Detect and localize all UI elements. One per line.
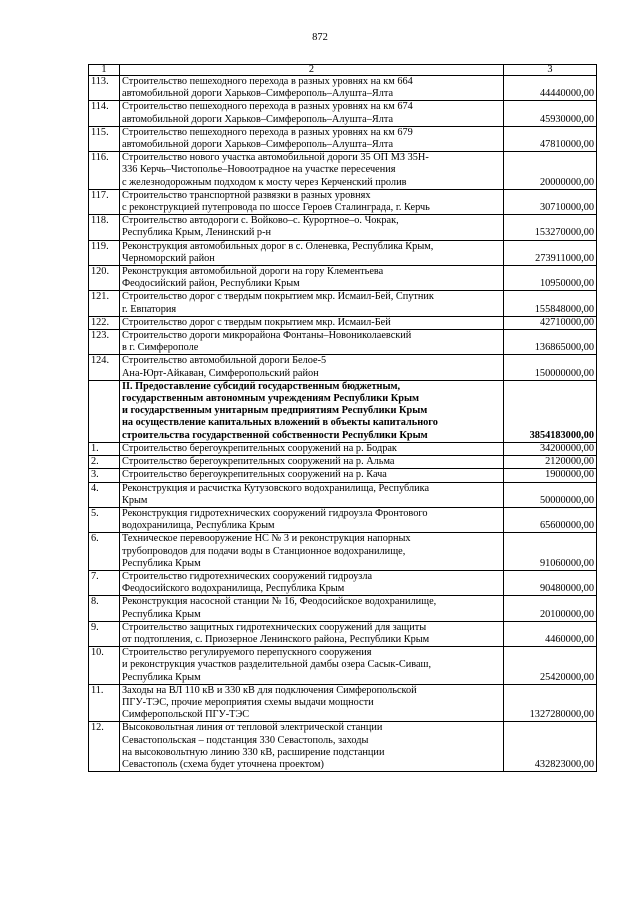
table-row <box>89 76 597 101</box>
section-row <box>89 380 597 442</box>
description-line: Республика Крым <box>122 671 201 683</box>
row-amount: 20000000,00 <box>504 152 597 190</box>
table-row <box>89 152 597 190</box>
row-number: 2. <box>89 456 120 469</box>
description-line: Крым <box>122 494 148 506</box>
table-row <box>89 621 597 646</box>
table-row <box>89 456 597 469</box>
row-description <box>120 76 504 101</box>
header-col-2: 2 <box>120 65 504 76</box>
row-amount: 10950000,00 <box>504 266 597 291</box>
table-row <box>89 507 597 532</box>
description-line: Строительство берегоукрепительных сооружений на р. Бодрак <box>122 442 397 454</box>
table-row <box>89 266 597 291</box>
row-number: 1. <box>89 442 120 455</box>
row-description <box>120 291 504 316</box>
description-line: водохранилища, Республика Крым <box>122 520 275 532</box>
description-line: Строительство регулируемого перепускного сооружения <box>122 647 372 659</box>
row-number: 121. <box>89 291 120 316</box>
row-number: 122. <box>89 316 120 329</box>
row-description <box>120 380 504 442</box>
row-amount: 1327280000,00 <box>504 684 597 722</box>
row-description <box>120 189 504 214</box>
row-amount: 65600000,00 <box>504 507 597 532</box>
row-description <box>120 101 504 126</box>
row-amount: 20100000,00 <box>504 596 597 621</box>
row-description <box>120 126 504 151</box>
row-amount: 44440000,00 <box>504 76 597 101</box>
table-row <box>89 482 597 507</box>
description-line: Реконструкция автомобильных дорог в с. Оленевка, Республика Крым, <box>122 240 434 252</box>
row-number: 124. <box>89 355 120 380</box>
row-amount: 153270000,00 <box>504 215 597 240</box>
description-line: Строительство дорог с твердым покрытием мкр. Исмаил-Бей <box>122 316 391 328</box>
row-amount: 273911000,00 <box>504 240 597 265</box>
description-line: в г. Симферополе <box>122 342 199 354</box>
row-amount: 25420000,00 <box>504 647 597 685</box>
row-number: 113. <box>89 76 120 101</box>
table-row <box>89 240 597 265</box>
row-number: 114. <box>89 101 120 126</box>
description-line: Строительство пешеходного перехода в разных уровнях на км 679 <box>122 126 413 138</box>
table-row <box>89 215 597 240</box>
row-description <box>120 469 504 482</box>
row-number: 117. <box>89 189 120 214</box>
row-amount: 34200000,00 <box>504 442 597 455</box>
row-number: 11. <box>89 684 120 722</box>
row-amount: 45930000,00 <box>504 101 597 126</box>
table-row <box>89 596 597 621</box>
table-row <box>89 647 597 685</box>
description-line: Феодосийского водохранилища, Республика Крым <box>122 583 345 595</box>
row-number: 12. <box>89 722 120 772</box>
row-amount: 432823000,00 <box>504 722 597 772</box>
row-number: 118. <box>89 215 120 240</box>
row-number: 5. <box>89 507 120 532</box>
row-description <box>120 647 504 685</box>
budget-table <box>88 64 597 772</box>
row-description <box>120 482 504 507</box>
table-row <box>89 126 597 151</box>
description-line: и реконструкция участков разделительной дамбы озера Сасык-Сиваш, <box>122 659 432 671</box>
header-col-1: 1 <box>89 65 120 76</box>
table-row <box>89 355 597 380</box>
header-col-3: 3 <box>504 65 597 76</box>
table-row <box>89 101 597 126</box>
row-amount: 136865000,00 <box>504 330 597 355</box>
description-line: Техническое перевооружение НС № 3 и реконструкция напорных <box>122 533 411 545</box>
description-line: 336 Керчь–Чистополье–Новоотрадное на участке пересечения <box>122 164 396 176</box>
table-row <box>89 330 597 355</box>
table-row <box>89 684 597 722</box>
description-line: строительства государственной собственности Республики Крым <box>122 429 428 441</box>
description-line: Заходы на ВЛ 110 кВ и 330 кВ для подключения Симферопольской <box>122 684 417 696</box>
description-line: Строительство дороги микрорайона Фонтаны–Новониколаевский <box>122 330 412 342</box>
row-amount: 150000000,00 <box>504 355 597 380</box>
row-description <box>120 507 504 532</box>
table-header-row <box>89 65 597 76</box>
row-description <box>120 215 504 240</box>
row-description <box>120 570 504 595</box>
row-description <box>120 330 504 355</box>
description-line: II. Предоставление субсидий государственным бюджетным, <box>122 380 401 392</box>
description-line: Строительство дорог с твердым покрытием мкр. Исмаил-Бей, Спутник <box>122 291 434 303</box>
row-number: 6. <box>89 533 120 571</box>
row-description <box>120 722 504 772</box>
description-line: Строительство гидротехнических сооружений гидроузла <box>122 570 373 582</box>
row-description <box>120 533 504 571</box>
description-line: Строительство пешеходного перехода в разных уровнях на км 674 <box>122 101 413 113</box>
description-line: с реконструкцией путепровода по шоссе Героев Сталинграда, г. Керчь <box>122 202 430 214</box>
row-number <box>89 380 120 442</box>
description-line: Черноморский район <box>122 252 215 264</box>
row-number: 10. <box>89 647 120 685</box>
row-description <box>120 355 504 380</box>
description-line: на осуществление капитальных вложений в объекты капитального <box>122 417 438 429</box>
description-line: и государственным унитарным предприятиям Республики Крым <box>122 405 428 417</box>
description-line: Строительство автомобильной дороги Белое-5 <box>122 355 327 367</box>
row-description <box>120 240 504 265</box>
description-line: Строительство защитных гидротехнических сооружений для защиты <box>122 621 427 633</box>
description-line: трубопроводов для подачи воды в Станционное водохранилище, <box>122 545 406 557</box>
description-line: ПГУ-ТЭС, прочие мероприятия схемы выдачи мощности <box>122 696 374 708</box>
row-amount: 4460000,00 <box>504 621 597 646</box>
row-description <box>120 596 504 621</box>
table-row <box>89 291 597 316</box>
page-number: 872 <box>312 32 328 43</box>
description-line: Высоковольтная линия от тепловой электрической станции <box>122 722 383 734</box>
row-amount: 47810000,00 <box>504 126 597 151</box>
description-line: Строительство автодороги с. Войково–с. Курортное–о. Чокрак, <box>122 215 399 227</box>
description-line: государственным автономным учреждениям Республики Крым <box>122 393 419 405</box>
description-line: автомобильной дороги Харьков–Симферополь–Алушта–Ялта <box>122 113 394 125</box>
description-line: Реконструкция и расчистка Кутузовского водохранилища, Республика <box>122 482 430 494</box>
row-description <box>120 152 504 190</box>
description-line: автомобильной дороги Харьков–Симферополь–Алушта–Ялта <box>122 139 394 151</box>
description-line: Строительство берегоукрепительных сооружений на р. Кача <box>122 469 387 481</box>
row-number: 7. <box>89 570 120 595</box>
description-line: на высоковольтную линию 330 кВ, расширение подстанции <box>122 746 385 758</box>
table-row <box>89 722 597 772</box>
description-line: автомобильной дороги Харьков–Симферополь–Алушта–Ялта <box>122 88 394 100</box>
description-line: Республика Крым <box>122 557 201 569</box>
row-description <box>120 316 504 329</box>
description-line: Севастополь (схема будет уточнена проектом) <box>122 758 324 770</box>
description-line: Реконструкция автомобильной дороги на гору Клементьева <box>122 266 384 278</box>
table-row <box>89 316 597 329</box>
row-amount: 30710000,00 <box>504 189 597 214</box>
description-line: Ана-Юрт-Айкаван, Симферопольский район <box>122 367 319 379</box>
description-line: Строительство пешеходного перехода в разных уровнях на км 664 <box>122 76 413 87</box>
row-number: 123. <box>89 330 120 355</box>
description-line: с железнодорожным подходом к мосту через Керченский пролив <box>122 176 407 188</box>
row-amount: 42710000,00 <box>504 316 597 329</box>
description-line: Феодосийский район, Республики Крым <box>122 278 300 290</box>
row-number: 3. <box>89 469 120 482</box>
description-line: Строительство транспортной развязки в разных уровнях <box>122 189 371 201</box>
description-line: Реконструкция насосной станции № 16, Феодосийское водохранилище, <box>122 596 437 608</box>
row-amount: 155848000,00 <box>504 291 597 316</box>
row-description <box>120 442 504 455</box>
row-number: 119. <box>89 240 120 265</box>
table-row <box>89 570 597 595</box>
row-description <box>120 621 504 646</box>
row-description <box>120 456 504 469</box>
description-line: Севастопольская – подстанция 330 Севастополь, заходы <box>122 734 369 746</box>
description-line: от подтопления, с. Приозерное Ленинского района, Республики Крым <box>122 633 430 645</box>
description-line: Строительство нового участка автомобильной дороги 35 ОП МЗ 35Н- <box>122 152 429 164</box>
row-number: 4. <box>89 482 120 507</box>
description-line: Республика Крым, Ленинский р-н <box>122 227 272 239</box>
row-amount: 91060000,00 <box>504 533 597 571</box>
row-number: 115. <box>89 126 120 151</box>
row-amount: 90480000,00 <box>504 570 597 595</box>
row-amount: 50000000,00 <box>504 482 597 507</box>
description-line: Республика Крым <box>122 608 201 620</box>
row-amount: 2120000,00 <box>504 456 597 469</box>
description-line: Строительство берегоукрепительных сооружений на р. Альма <box>122 456 395 468</box>
row-number: 116. <box>89 152 120 190</box>
table-row <box>89 189 597 214</box>
row-description <box>120 266 504 291</box>
row-amount: 1900000,00 <box>504 469 597 482</box>
row-amount: 3854183000,00 <box>504 380 597 442</box>
table-row <box>89 469 597 482</box>
description-line: Реконструкция гидротехнических сооружений гидроузла Фронтового <box>122 507 428 519</box>
row-number: 8. <box>89 596 120 621</box>
table-row <box>89 533 597 571</box>
row-number: 9. <box>89 621 120 646</box>
row-description <box>120 684 504 722</box>
description-line: г. Евпатория <box>122 303 177 315</box>
description-line: Симферопольской ПГУ-ТЭС <box>122 709 250 721</box>
row-number: 120. <box>89 266 120 291</box>
table-row <box>89 442 597 455</box>
